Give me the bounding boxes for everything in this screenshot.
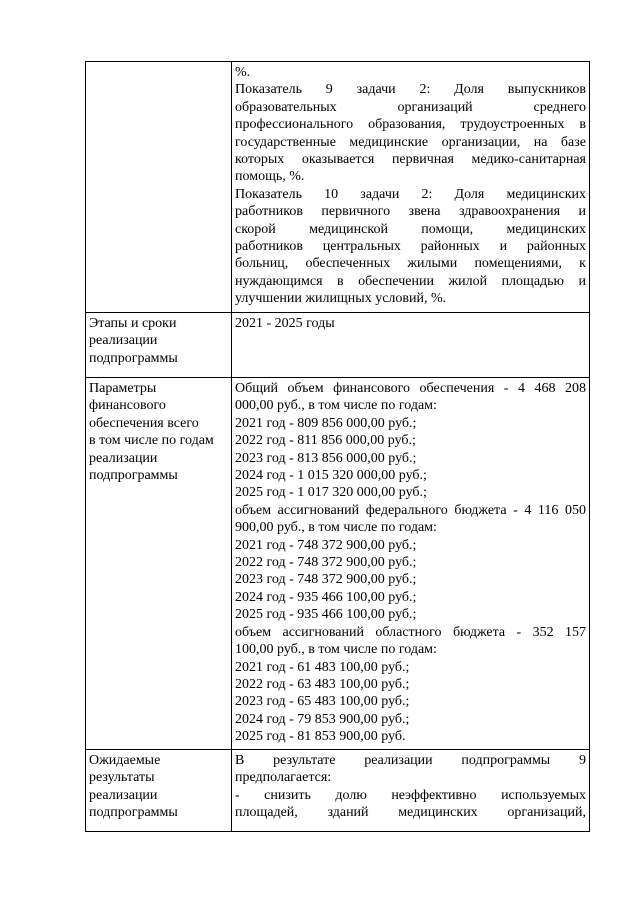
text-line: Показатель 9 задачи 2: Доля выпускников [235, 82, 586, 98]
table-row-financing [86, 378, 590, 750]
text-line: образовательных организаций среднего [235, 99, 586, 115]
text-line: объем ассигнований областного бюджета - 352 157 [235, 624, 586, 640]
text-line: 2024 год - 79 853 900,00 руб.; [235, 711, 410, 727]
text-line: 2024 год - 1 015 320 000,00 руб.; [235, 468, 427, 484]
indicators-cell [232, 62, 590, 313]
text-line: 100,00 руб., в том числе по годам: [235, 642, 437, 658]
text-line: Общий объем финансового обеспечения - 4 468 208 [235, 381, 586, 396]
text-line: Показатель 10 задачи 2: Доля медицинских [235, 186, 586, 202]
text-line: 2023 год - 748 372 900,00 руб.; [235, 572, 417, 588]
text-line: 2023 год - 813 856 000,00 руб.; [235, 450, 417, 466]
text-line: предполагается: [235, 770, 332, 786]
text-line: 2025 год - 935 466 100,00 руб.; [235, 607, 417, 623]
text-line: скорой медицинской помощи, медицинских [235, 221, 586, 237]
results-value [232, 750, 590, 832]
text-line: В результате реализации подпрограммы 9 [235, 753, 586, 768]
table-row-stages [86, 313, 590, 378]
text-line: работников первичного звена здравоохранения и [235, 204, 586, 220]
subprogram-passport-table [85, 61, 590, 832]
text-line: 2025 год - 1 017 320 000,00 руб.; [235, 485, 427, 501]
text-line: объем ассигнований федерального бюджета - 4 116 050 [235, 502, 586, 518]
financing-value [232, 378, 590, 750]
row-label-results: Ожидаемые результаты реализации подпрограммы [86, 750, 232, 832]
text-line: помощь, %. [235, 169, 305, 185]
text-line: которых оказывается первичная медико-санитарная [235, 152, 586, 168]
text-line: больниц, обеспеченных жилыми помещениями, к [235, 256, 586, 272]
stages-value [232, 313, 590, 378]
text-line: 2022 год - 63 483 100,00 руб.; [235, 676, 410, 692]
text-line: 2021 год - 809 856 000,00 руб.; [235, 415, 417, 431]
text-line: площадей, зданий медицинских организаций, [235, 805, 586, 821]
table-row-indicators [86, 62, 590, 313]
text-line: 900,00 руб., в том числе по годам: [235, 520, 437, 536]
row-label-stages: Этапы и сроки реализации подпрограммы [86, 313, 232, 378]
text-line: государственные медицинские организации, на базе [235, 134, 586, 150]
text-line: - снизить долю неэффективно используемых [235, 787, 586, 803]
text-line: 2021 год - 748 372 900,00 руб.; [235, 537, 417, 553]
row-label-empty [86, 62, 232, 313]
text-line: нуждающимся в обеспечении жилой площадью и [235, 273, 586, 289]
text-line: %. [235, 65, 251, 80]
text-line: 2022 год - 811 856 000,00 руб.; [235, 433, 416, 449]
table-row-results [86, 750, 590, 832]
text-line: 2021 - 2025 годы [235, 316, 335, 331]
text-line: 2021 год - 61 483 100,00 руб.; [235, 659, 410, 675]
text-line: 2025 год - 81 853 900,00 руб. [235, 729, 406, 745]
text-line: работников центральных районных и районных [235, 239, 586, 255]
row-label-financing: Параметры финансового обеспечения всего в том числе по годам реализации подпрограммы [86, 378, 232, 750]
text-line: улучшении жилищных условий, %. [235, 291, 447, 307]
text-line: 000,00 руб., в том числе по годам: [235, 398, 437, 414]
text-line: 2023 год - 65 483 100,00 руб.; [235, 694, 410, 710]
text-line: 2022 год - 748 372 900,00 руб.; [235, 555, 417, 571]
text-line: профессионального образования, трудоустроенных в [235, 117, 586, 133]
text-line: 2024 год - 935 466 100,00 руб.; [235, 589, 417, 605]
